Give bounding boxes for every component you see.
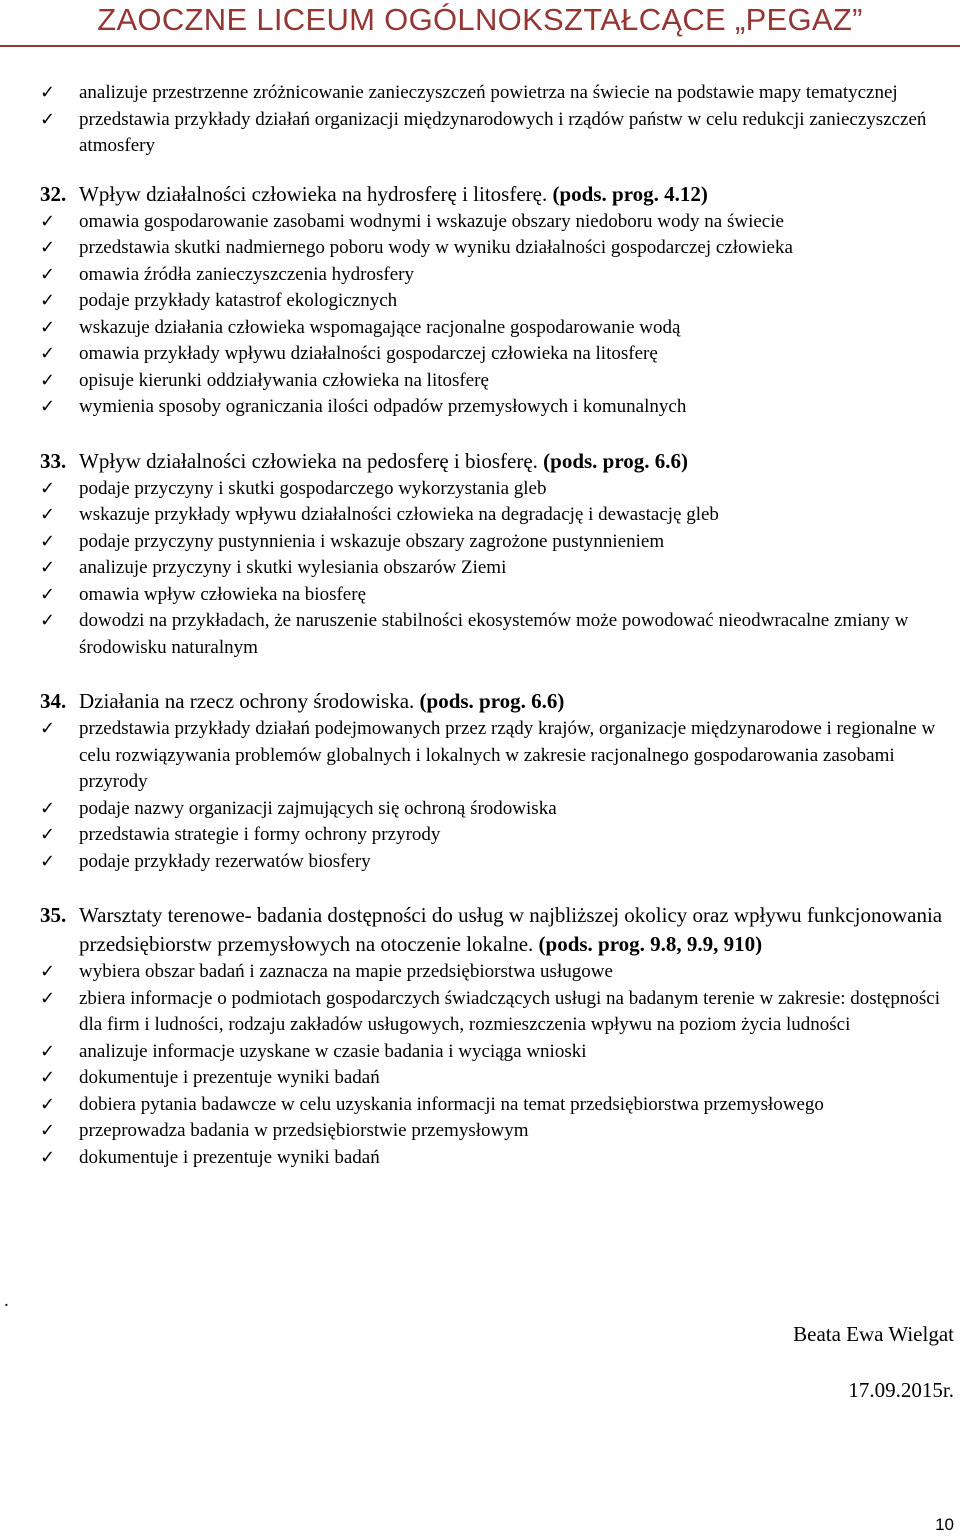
section-reference: (pods. prog. 9.8, 9.9, 910) xyxy=(538,932,763,956)
section-title: Wpływ działalności człowieka na hydrosferę i litosferę. xyxy=(79,181,548,206)
checkmark-icon: ✓ xyxy=(40,530,56,552)
list-item-text: analizuje przestrzenne zróżnicowanie zanieczyszczeń powietrza na świecie na podstawie mapy tematycznej xyxy=(79,82,898,103)
list-item xyxy=(0,1092,960,1119)
list-item xyxy=(0,341,960,368)
section-title: Warsztaty terenowe- badania dostępności do usług w najbliższej okolicy oraz wpływu funkcjonowania przedsiębiorstw przemysłowych na otoczenie lokalne. xyxy=(79,903,943,956)
list-item xyxy=(0,502,960,529)
list-item-text: przeprowadza badania w przedsiębiorstwie przemysłowym xyxy=(79,1120,529,1141)
section-33-list xyxy=(0,476,960,662)
list-item-text: omawia przykłady wpływu działalności gospodarczej człowieka na litosferę xyxy=(79,343,658,364)
section-reference: (pods. prog. 6.6) xyxy=(543,448,689,473)
checkmark-icon: ✓ xyxy=(40,504,56,525)
list-item xyxy=(0,1039,960,1066)
list-item-text: przedstawia strategie i formy ochrony przyrody xyxy=(79,824,441,845)
checkmark-icon: ✓ xyxy=(40,290,56,311)
section-number: 35. xyxy=(40,903,67,927)
list-item-text: omawia gospodarowanie zasobami wodnymi i wskazuje obszary niedoboru wody na świecie xyxy=(79,210,784,232)
list-item-text: dobiera pytania badawcze w celu uzyskania informacji na temat przedsiębiorstwa przemysłowego xyxy=(79,1093,824,1115)
checkmark-icon: ✓ xyxy=(40,824,56,845)
list-item-text: omawia wpływ człowieka na biosferę xyxy=(79,583,367,605)
section-reference: (pods. prog. 4.12) xyxy=(552,181,708,206)
list-item xyxy=(0,716,960,796)
list-item xyxy=(0,529,960,556)
checkmark-icon: ✓ xyxy=(40,961,56,982)
header-divider xyxy=(0,45,960,47)
list-item xyxy=(0,849,960,876)
document-body xyxy=(0,80,960,1171)
page-number: 10 xyxy=(935,1515,954,1534)
checkmark-icon: ✓ xyxy=(40,263,56,285)
section-heading-35 xyxy=(0,901,960,959)
checkmark-icon: ✓ xyxy=(40,316,56,338)
list-item-text: podaje przyczyny pustynnienia i wskazuje obszary zagrożone pustynnieniem xyxy=(79,530,665,552)
list-item-text: wybiera obszar badań i zaznacza na mapie przedsiębiorstwa usługowe xyxy=(79,961,613,982)
stray-period-mark: . xyxy=(4,1290,9,1311)
list-item-text: dokumentuje i prezentuje wyniki badań xyxy=(79,1146,380,1168)
checkmark-icon: ✓ xyxy=(40,557,56,578)
section-reference: (pods. prog. 6.6) xyxy=(419,689,565,713)
list-item-text: opisuje kierunki oddziaływania człowieka na litosferę xyxy=(79,369,489,391)
checkmark-icon: ✓ xyxy=(40,1040,56,1062)
list-item xyxy=(0,209,960,236)
checkmark-icon: ✓ xyxy=(40,850,56,872)
list-item xyxy=(0,608,960,661)
list-item-text: podaje przykłady rezerwatów biosfery xyxy=(79,850,371,872)
page-header xyxy=(0,0,960,46)
section-title: Działania na rzecz ochrony środowiska. xyxy=(79,689,415,713)
checkmark-icon: ✓ xyxy=(40,797,56,819)
section-32-list xyxy=(0,209,960,421)
list-item xyxy=(0,80,960,107)
list-item xyxy=(0,1118,960,1145)
checkmark-icon: ✓ xyxy=(40,82,56,103)
section-number: 34. xyxy=(40,689,67,713)
checkmark-icon: ✓ xyxy=(40,1093,56,1115)
list-item xyxy=(0,107,960,160)
list-item xyxy=(0,796,960,823)
list-item-text: przedstawia przykłady działań organizacji międzynarodowych i rządów państw w celu redukcji zanieczyszczeń atmosfery xyxy=(79,108,927,156)
section-35-list xyxy=(0,959,960,1171)
section-number: 33. xyxy=(40,448,67,473)
list-item-text: zbiera informacje o podmiotach gospodarczych świadczących usługi na badanym terenie w zakresie: dostępności dla firm i ludności, rodzaju zakładów usługowych, rozmieszczenia wpływu na poziom życia ludności xyxy=(79,987,941,1035)
checkmark-icon: ✓ xyxy=(40,583,56,605)
author-signature: Beata Ewa Wielgat xyxy=(793,1322,954,1346)
checkmark-icon: ✓ xyxy=(40,718,56,739)
list-item-text: analizuje informacje uzyskane w czasie badania i wyciąga wnioski xyxy=(79,1040,587,1062)
list-item xyxy=(0,1065,960,1092)
list-item-text: omawia źródła zanieczyszczenia hydrosfery xyxy=(79,263,414,285)
list-item xyxy=(0,262,960,289)
checkmark-icon: ✓ xyxy=(40,987,56,1009)
list-item-text: wskazuje działania człowieka wspomagające racjonalne gospodarowanie wodą xyxy=(79,316,681,338)
school-name-header: ZAOCZNE LICEUM OGÓLNOKSZTAŁCĄCE „PEGAZ” xyxy=(97,2,863,37)
list-item-text: przedstawia przykłady działań podejmowanych przez rządy krajów, organizacje międzynarodowe i regionalne w celu rozwiązywania problemów globalnych i lokalnych w zakresie racjonalnego gospodarowania zasobami przyrody xyxy=(79,718,936,792)
checkmark-icon: ✓ xyxy=(40,1067,56,1088)
list-item xyxy=(0,368,960,395)
list-item-text: podaje przyczyny i skutki gospodarczego wykorzystania gleb xyxy=(79,477,547,499)
checkmark-icon: ✓ xyxy=(40,1146,56,1168)
list-item xyxy=(0,986,960,1039)
list-item-text: dokumentuje i prezentuje wyniki badań xyxy=(79,1067,380,1088)
checkmark-icon: ✓ xyxy=(40,237,56,258)
list-item xyxy=(0,476,960,503)
list-item xyxy=(0,1145,960,1172)
section-34-list xyxy=(0,716,960,875)
list-item-text: podaje nazwy organizacji zajmujących się ochroną środowiska xyxy=(79,797,557,819)
checkmark-icon: ✓ xyxy=(40,477,56,499)
list-item-text: podaje przykłady katastrof ekologicznych xyxy=(79,290,398,311)
section-heading-34 xyxy=(0,687,960,716)
checkmark-icon: ✓ xyxy=(40,210,56,232)
list-item xyxy=(0,555,960,582)
list-item-text: wymienia sposoby ograniczania ilości odpadów przemysłowych i komunalnych xyxy=(79,396,687,417)
list-item xyxy=(0,959,960,986)
list-item xyxy=(0,315,960,342)
checkmark-icon: ✓ xyxy=(40,610,56,631)
intro-list xyxy=(0,80,960,160)
list-item-text: dowodzi na przykładach, że naruszenie stabilności ekosystemów może powodować nieodwracalne zmiany w środowisku naturalnym xyxy=(79,610,909,658)
section-heading-32 xyxy=(0,180,960,209)
section-number: 32. xyxy=(40,181,67,206)
checkmark-icon: ✓ xyxy=(40,343,56,364)
list-item xyxy=(0,582,960,609)
checkmark-icon: ✓ xyxy=(40,396,56,417)
list-item-text: analizuje przyczyny i skutki wylesiania obszarów Ziemi xyxy=(79,557,507,578)
section-heading-33 xyxy=(0,447,960,476)
list-item xyxy=(0,288,960,315)
checkmark-icon: ✓ xyxy=(40,369,56,391)
list-item xyxy=(0,235,960,262)
list-item xyxy=(0,822,960,849)
list-item-text: przedstawia skutki nadmiernego poboru wody w wyniku działalności gospodarczej człowieka xyxy=(79,237,793,258)
section-title: Wpływ działalności człowieka na pedosferę i biosferę. xyxy=(79,448,538,473)
list-item-text: wskazuje przykłady wpływu działalności człowieka na degradację i dewastację gleb xyxy=(79,504,719,525)
document-date: 17.09.2015r. xyxy=(848,1378,954,1402)
list-item xyxy=(0,394,960,421)
checkmark-icon: ✓ xyxy=(40,108,56,130)
checkmark-icon: ✓ xyxy=(40,1120,56,1141)
